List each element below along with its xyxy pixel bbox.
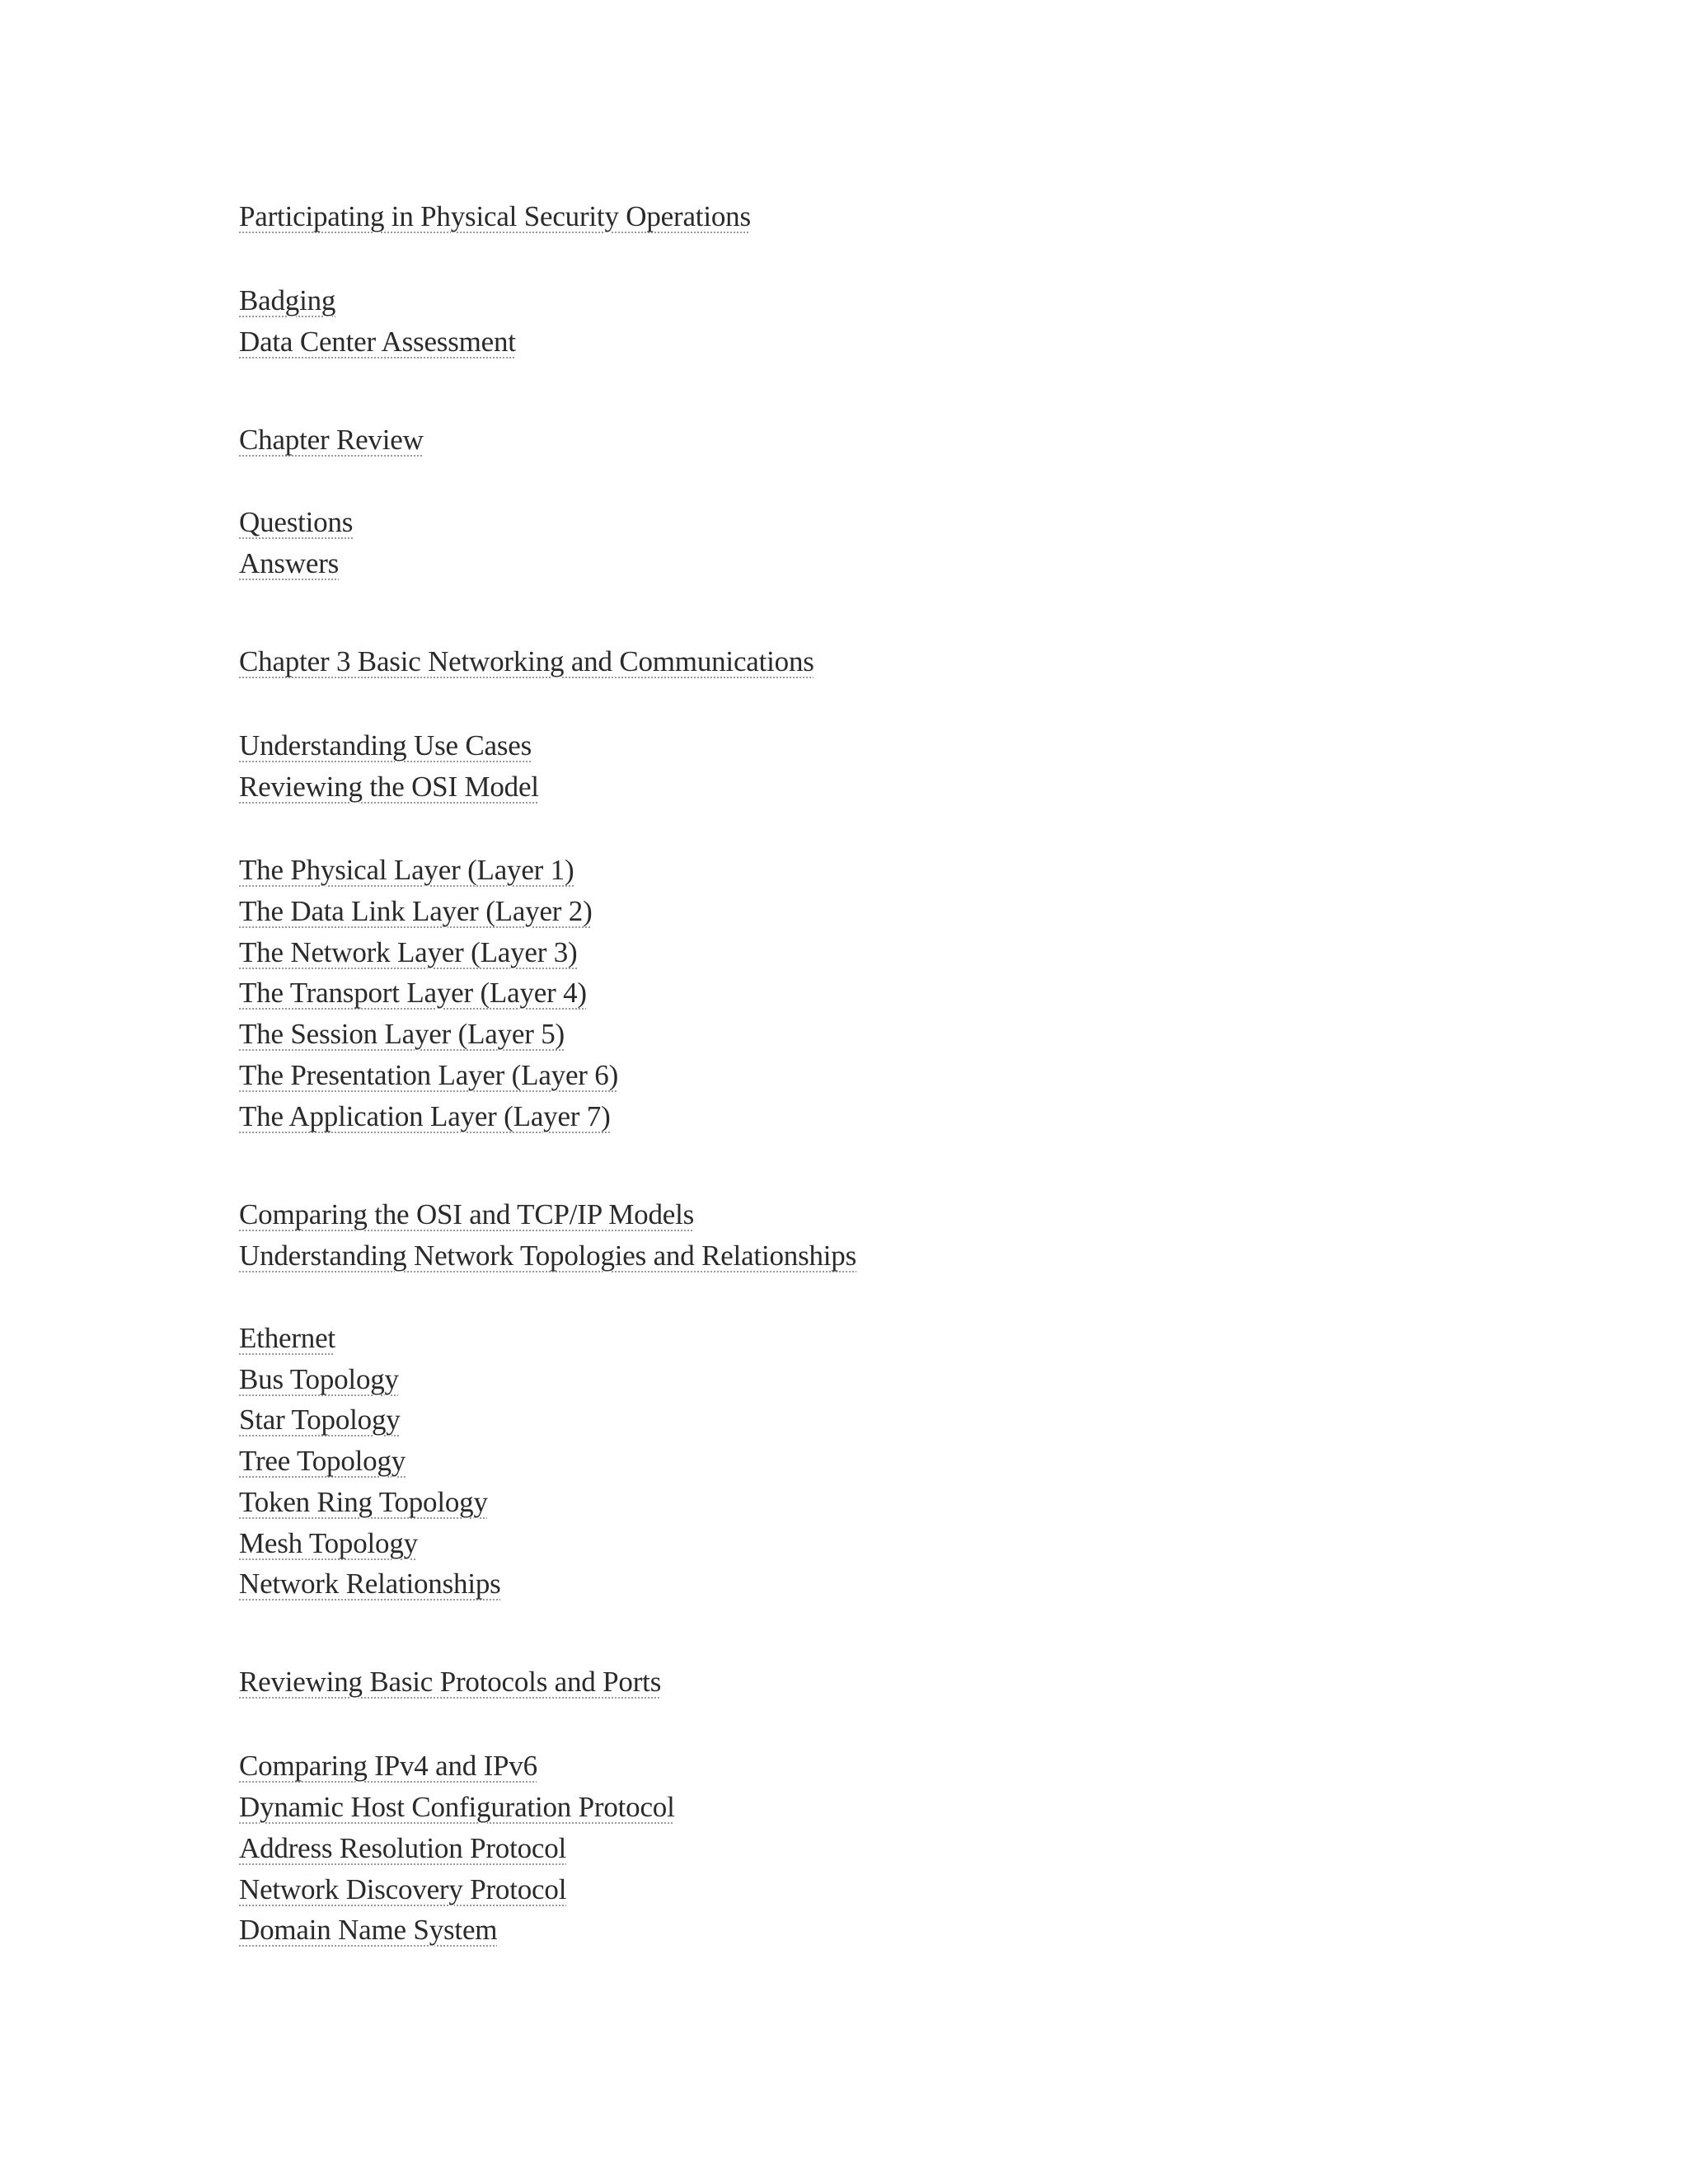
toc-item	[0, 643, 1154, 684]
toc-link[interactable]: The Data Link Layer (Layer 2)	[239, 895, 593, 927]
toc-link[interactable]: The Network Layer (Layer 3)	[239, 936, 578, 968]
toc-item	[0, 421, 1154, 462]
toc-item	[0, 893, 1154, 934]
toc-link[interactable]: Answers	[239, 547, 340, 579]
toc-item	[0, 1663, 1154, 1704]
toc-item	[0, 1830, 1154, 1871]
toc-link[interactable]: Mesh Topology	[239, 1527, 418, 1559]
toc-item	[0, 1565, 1154, 1606]
toc-link[interactable]: Chapter Review	[239, 424, 424, 456]
toc-link[interactable]: Data Center Assessment	[239, 326, 516, 358]
toc-link[interactable]: The Presentation Layer (Layer 6)	[239, 1059, 619, 1091]
toc-item	[0, 851, 1154, 893]
toc-link[interactable]: Tree Topology	[239, 1445, 406, 1477]
toc-item	[0, 1788, 1154, 1830]
toc-item	[0, 1319, 1154, 1361]
toc-item	[0, 1057, 1154, 1098]
toc-item	[0, 1483, 1154, 1525]
toc-item	[0, 974, 1154, 1015]
toc-link[interactable]: Reviewing the OSI Model	[239, 771, 539, 803]
toc-item	[0, 323, 1154, 364]
toc-link[interactable]: Comparing the OSI and TCP/IP Models	[239, 1198, 695, 1230]
toc-link[interactable]: Comparing IPv4 and IPv6	[239, 1750, 537, 1782]
toc-link[interactable]: Dynamic Host Configuration Protocol	[239, 1791, 675, 1823]
toc-link[interactable]: Badging	[239, 284, 336, 316]
toc-item	[0, 1525, 1154, 1566]
toc-link[interactable]: Understanding Use Cases	[239, 729, 532, 762]
toc-item	[0, 282, 1154, 323]
toc-link[interactable]: Domain Name System	[239, 1914, 498, 1946]
toc-link[interactable]: The Physical Layer (Layer 1)	[239, 854, 574, 886]
toc-link[interactable]: Address Resolution Protocol	[239, 1832, 567, 1864]
toc-item	[0, 1196, 1154, 1237]
toc-item	[0, 1911, 1154, 1952]
toc-link[interactable]: Star Topology	[239, 1404, 401, 1436]
toc-link[interactable]: The Transport Layer (Layer 4)	[239, 977, 587, 1009]
toc-item	[0, 1747, 1154, 1788]
toc-item	[0, 198, 1154, 239]
toc-link[interactable]: Network Discovery Protocol	[239, 1873, 567, 1905]
toc-item	[0, 1015, 1154, 1057]
toc-item	[0, 727, 1154, 768]
toc-item	[0, 545, 1154, 586]
toc-item	[0, 1401, 1154, 1442]
toc-item	[0, 1361, 1154, 1402]
toc-item	[0, 768, 1154, 809]
toc-link[interactable]: Questions	[239, 506, 354, 538]
toc-link[interactable]: Network Relationships	[239, 1568, 501, 1600]
toc-link[interactable]: Participating in Physical Security Operations	[239, 200, 751, 232]
toc-item	[0, 1098, 1154, 1139]
toc-link[interactable]: The Session Layer (Layer 5)	[239, 1018, 565, 1050]
toc-link[interactable]: The Application Layer (Layer 7)	[239, 1100, 611, 1132]
toc-link[interactable]: Reviewing Basic Protocols and Ports	[239, 1666, 662, 1698]
toc-item	[0, 1442, 1154, 1483]
toc-item	[0, 1871, 1154, 1912]
toc-item	[0, 934, 1154, 975]
toc-link[interactable]: Ethernet	[239, 1322, 335, 1354]
toc-item	[0, 1237, 1154, 1278]
toc-link[interactable]: Token Ring Topology	[239, 1486, 488, 1518]
toc-link[interactable]: Chapter 3 Basic Networking and Communications	[239, 645, 814, 677]
toc-item	[0, 504, 1154, 545]
toc-link[interactable]: Understanding Network Topologies and Relationships	[239, 1240, 857, 1272]
toc-link[interactable]: Bus Topology	[239, 1363, 399, 1395]
